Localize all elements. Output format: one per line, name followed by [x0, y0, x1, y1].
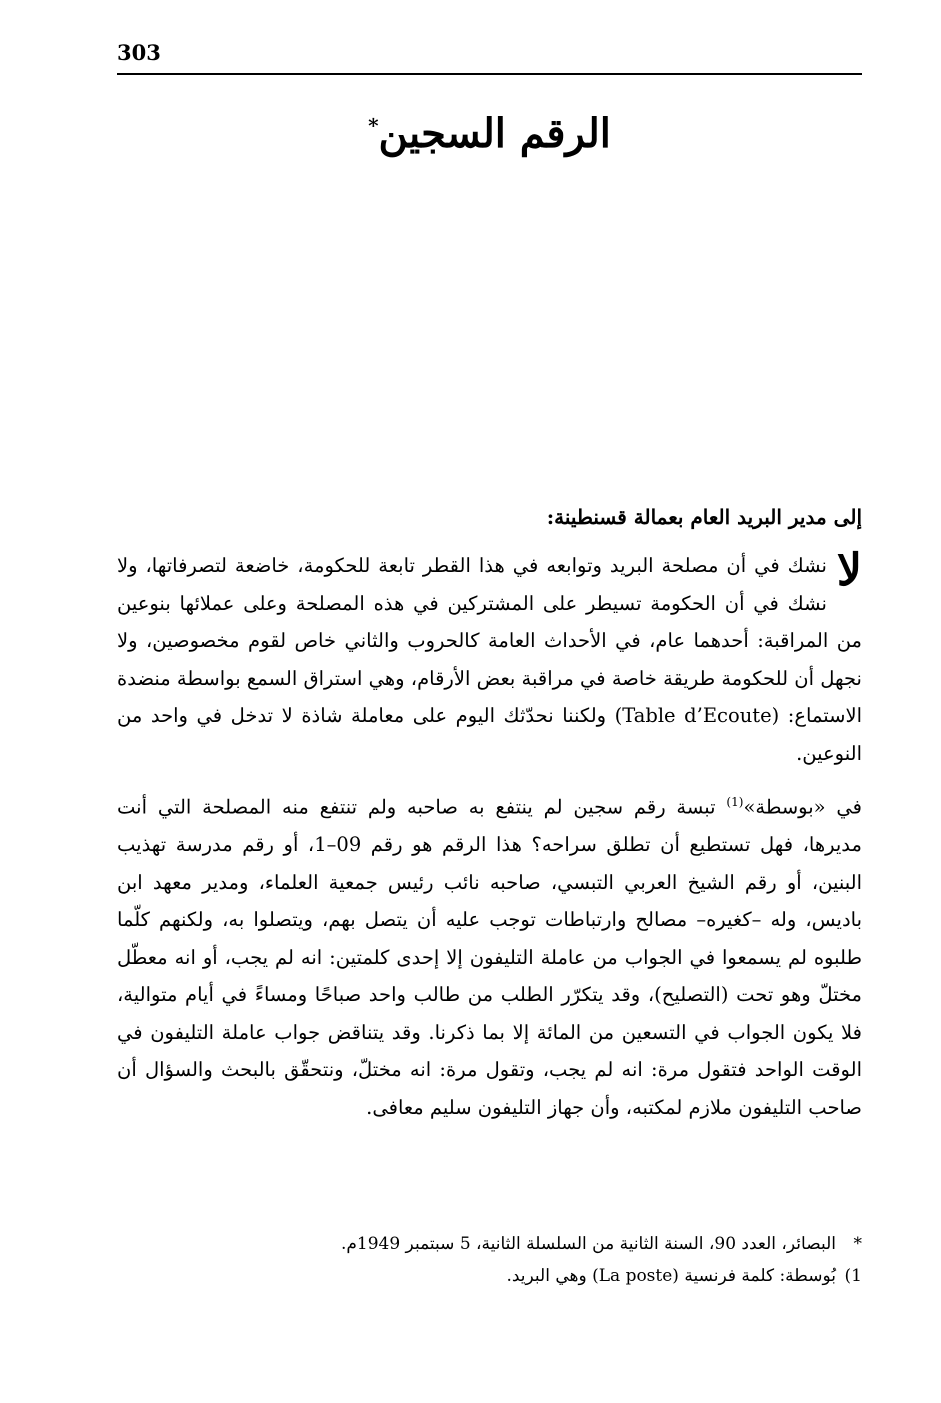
title-footnote-marker: * [368, 113, 379, 138]
title-block [117, 110, 862, 157]
paragraph-1-text: نشك في أن مصلحة البريد وتوابعه في هذا القطر تابعة للحكومة، خاضعة لتصرفاتها، ولا نشك في أن الحكومة تسيطر على المشتركين في هذه المصلحة وعلى عملائها بنوعين من المراقبة: أحدهما عام، في الأحداث العامة كالحروب والثاني خاص لقوم مخصوصين، ولا نجهل أن للحكومة طريقة خاصة في مراقبة بعض الأرقام، وهي استراق السمع بواسطة منضدة الاستماع: (Table d’Ecoute) ولكننا نحدّثك اليوم على معاملة شاذة لا تدخل في واحد من النوعين. [117, 554, 862, 765]
title-text: الرقم السجين [378, 110, 611, 157]
footnote-text: بُوسطة: كلمة فرنسية (La poste) وهي البريد. [506, 1266, 836, 1286]
page-number: 303 [117, 40, 161, 65]
footnote-mark: 1) [844, 1266, 862, 1286]
paragraph-2 [117, 784, 862, 1126]
footnote-mark: * [853, 1234, 862, 1254]
footnote-reference: (1) [726, 795, 744, 809]
addressee-heading: إلى مدير البريد العام بعمالة قسنطينة: [546, 505, 862, 529]
paragraph-2-text: تبسة رقم سجين لم ينتفع به صاحبه ولم تنتفع منه المصلحة التي أنت مديرها، فهل تستطيع أن تطلق سراحه؟ هذا الرقم هو رقم 09–1، أو رقم مدرسة تهذيب البنين، أو رقم الشيخ العربي التبسي، صاحبه نائب رئيس جمعية العلماء، ومدير معهد ابن باديس، وله –كغيره– مصالح وارتباطات توجب عليه أن يتصل بهم، ويتصلوا به، ولكنهم كلّما طلبوه لم يسمعوا في الجواب من عاملة التليفون إلا إحدى كلمتين: انه لم يجب، أو انه معطّل مختلّ وهو تحت (التصليح)، وقد يتكرّر الطلب من طالب واحد صباحًا ومساءً في أيام متوالية، فلا يكون الجواب في التسعين من المائة إلا بما ذكرنا. وقد يتناقض جواب عاملة التليفون في الوقت الواحد فتقول مرة: انه لم يجب، وتقول مرة: انه مختلّ، ونتحقّق بالبحث والسؤال أن صاحب التليفون ملازم لمكتبه، وأن جهاز التليفون سليم معافى. [117, 795, 862, 1119]
footnotes [117, 1228, 862, 1292]
header-rule [117, 73, 862, 75]
footnote-text: البصائر، العدد 90، السنة الثانية من السلسلة الثانية، 5 سبتمبر 1949م. [340, 1234, 836, 1254]
footnote-item [117, 1260, 862, 1292]
page-title [368, 110, 611, 157]
article-body [117, 505, 862, 1138]
footnote-item [117, 1228, 862, 1260]
paragraph-2-start: في «بوسطة» [743, 795, 862, 819]
dropcap: لا [836, 545, 862, 596]
paragraph-1 [117, 547, 862, 772]
